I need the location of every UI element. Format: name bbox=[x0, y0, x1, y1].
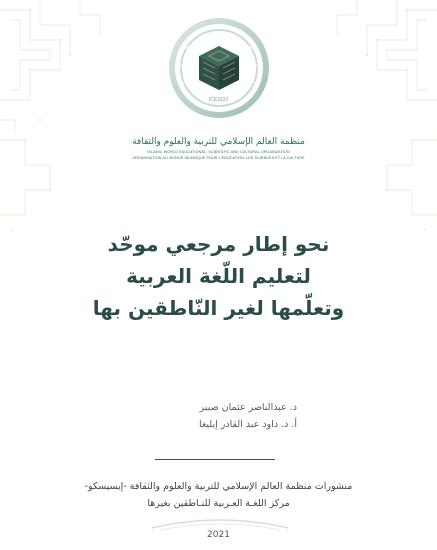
publisher-line-1: منشورات منظمة العالم الإسلامي للتربية والعلوم والثقافة -إيسيسكو- bbox=[84, 481, 353, 492]
book-title bbox=[0, 228, 437, 324]
logo-text: ICESCO bbox=[208, 97, 229, 103]
title-line-1: نحو إطار مرجعي موحّد bbox=[107, 232, 330, 256]
organization-name-arabic: منظمة العالم الإسلامي للتربية والعلوم والثقافة bbox=[132, 137, 305, 147]
authors bbox=[199, 399, 297, 433]
icesco-logo-icon bbox=[159, 12, 279, 124]
publisher bbox=[0, 478, 437, 512]
author-2: أ. د. داود عبد القادر إيليغا bbox=[198, 419, 297, 430]
divider bbox=[155, 459, 275, 460]
publisher-line-2: مركز اللغـة العـربية للنـاطقين بغيرها bbox=[147, 498, 290, 509]
author-1: د. عبدالناصر عثمان صبير bbox=[199, 402, 297, 413]
publication-year: 2021 bbox=[207, 530, 230, 540]
organization-name-english: ISLAMIC WORLD EDUCATIONAL, SCIENTIFIC AND CULTURAL ORGANIZATION bbox=[147, 150, 290, 154]
logo bbox=[0, 12, 437, 124]
organization-name-french: ORGANISATION DU MONDE ISLAMIQUE POUR L'ÉDUCATION, LES SCIENCES ET LA CULTURE bbox=[132, 156, 305, 160]
title-line-2: لتعليم اللّغة العربية bbox=[126, 264, 311, 288]
title-line-3: وتعلّمها لغير النّاطقين بها bbox=[92, 296, 345, 320]
